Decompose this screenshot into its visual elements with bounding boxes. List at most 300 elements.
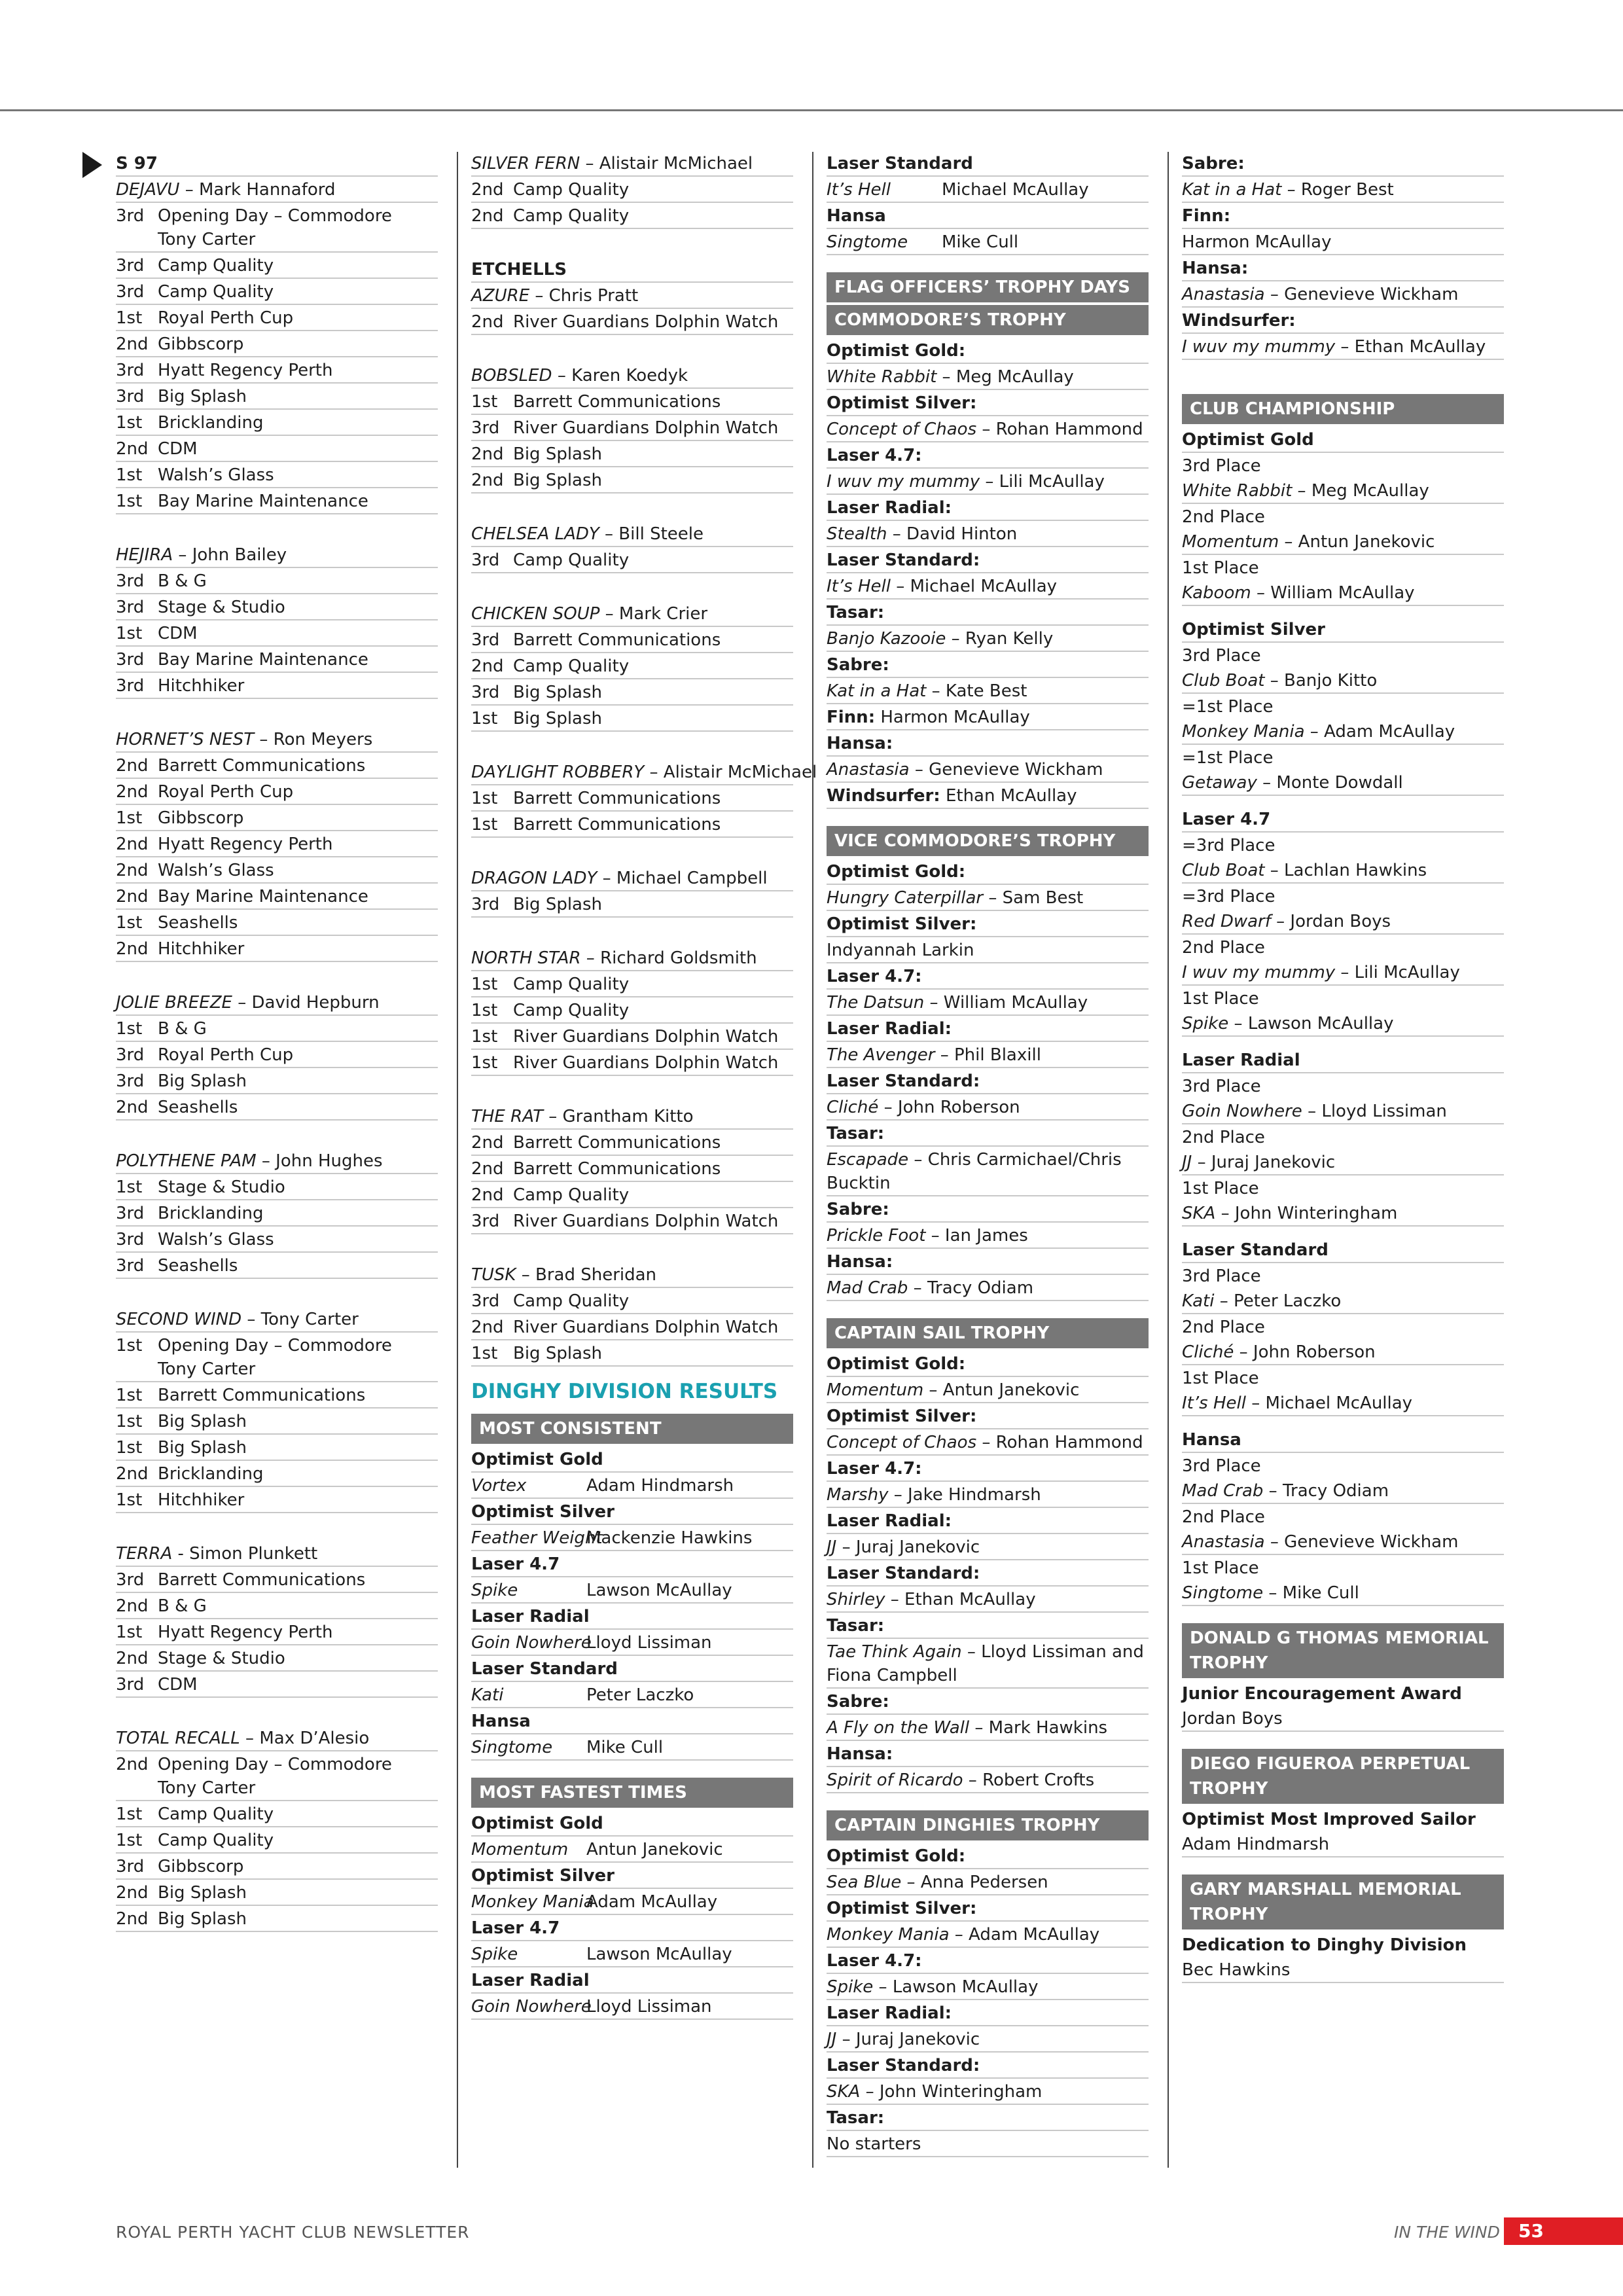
place-label: 1st Place: [1182, 1179, 1259, 1198]
text-line: [471, 997, 793, 1024]
result-event: Seashells: [158, 1098, 238, 1117]
text-line: [827, 1843, 1149, 1869]
owner-name: – Tony Carter: [241, 1310, 359, 1329]
text-line: [116, 910, 438, 936]
result-event: River Guardians Dolphin Watch: [513, 312, 779, 332]
text-line: [116, 779, 438, 805]
class-label: Hansa:: [1182, 259, 1249, 278]
result-event: Hitchhiker: [158, 1490, 245, 1510]
boat-name: Shirley: [827, 1590, 885, 1609]
result-event: CDM: [158, 439, 198, 459]
text-line: [1182, 719, 1504, 745]
class-label: Sabre:: [827, 1200, 889, 1219]
result-event: Barrett Communications: [158, 1570, 366, 1590]
text-line: [471, 1967, 793, 1994]
result-position: 1st: [116, 465, 143, 485]
result-event: Gibbscorp: [158, 808, 244, 828]
class-label: Laser Standard:: [827, 1071, 980, 1091]
text-line: [1182, 1011, 1504, 1037]
text-line: [116, 279, 438, 305]
page-marker-icon: [82, 152, 102, 178]
sailor-name: Adam McAullay: [586, 1892, 718, 1912]
text-line: [827, 937, 1149, 963]
boat-name: It’s Hell: [1182, 1393, 1246, 1413]
result-event: Big Splash: [158, 1412, 247, 1431]
boat-name: It’s Hell: [827, 577, 891, 596]
text-line: [116, 1174, 438, 1200]
place-label: 3rd Place: [1182, 646, 1261, 666]
sailor-name: – William McAullay: [924, 993, 1088, 1013]
text-line: [116, 726, 438, 753]
spacer: [1182, 1732, 1504, 1742]
text-line: [827, 1147, 1149, 1196]
text-line: [471, 891, 793, 918]
text-line: [827, 416, 1149, 442]
section-header: DONALD G THOMAS MEMORIAL TROPHY: [1182, 1623, 1504, 1678]
spacer: [471, 732, 793, 759]
spacer: [471, 573, 793, 601]
spacer: [471, 1761, 793, 1771]
class-label: Tasar:: [827, 603, 885, 622]
sailor-name: – Mark Hawkins: [969, 1718, 1108, 1738]
text-line: [827, 390, 1149, 416]
text-line: [827, 1042, 1149, 1068]
boat-name: Anastasia: [1182, 1532, 1265, 1552]
text-line: [1182, 1427, 1504, 1453]
class-label: Optimist Gold: [471, 1450, 603, 1469]
text-line: [471, 706, 793, 732]
text-line: [827, 1429, 1149, 1456]
spacer: [1182, 1416, 1504, 1427]
boat-name: Spike: [471, 1945, 518, 1964]
text-line: [1182, 1339, 1504, 1365]
result-position: 2nd: [471, 312, 504, 332]
sailor-name: – Peter Laczko: [1214, 1291, 1342, 1311]
spacer: [827, 255, 1149, 266]
text-line: [1182, 1932, 1504, 1957]
sailor-name: – Roger Best: [1281, 180, 1394, 200]
text-line: [827, 2105, 1149, 2131]
class-label: Laser Standard:: [827, 1564, 980, 1583]
sailor-name: – Michael McAullay: [890, 577, 1058, 596]
text-line: [116, 462, 438, 488]
boat-name: Kat in a Hat: [827, 681, 927, 701]
spacer: [116, 1121, 438, 1148]
result-event: Barrett Communications: [513, 789, 721, 808]
text-line: [471, 1656, 793, 1682]
boat-name: Banjo Kazooie: [827, 629, 946, 649]
class-label: Laser Standard: [827, 154, 973, 173]
class-label: Optimist Gold: [1182, 430, 1314, 450]
result-event: River Guardians Dolphin Watch: [513, 1211, 779, 1231]
owner-name: – David Hepburn: [232, 993, 380, 1013]
column-1: [116, 151, 438, 1932]
class-label: Optimist Gold:: [827, 341, 966, 361]
result-event: Bricklanding: [158, 413, 264, 433]
boat-name: Sea Blue: [827, 1873, 902, 1892]
boat-name: Cliché: [1182, 1342, 1234, 1362]
text-line: [116, 568, 438, 594]
boat-name: Monkey Mania: [471, 1892, 594, 1912]
result-event: Camp Quality: [513, 180, 630, 200]
text-line: [116, 1541, 438, 1567]
text-line: [827, 1922, 1149, 1948]
result-event: Bay Marine Maintenance: [158, 887, 368, 906]
class-label: Finn:: [827, 708, 876, 727]
spacer: [1182, 1037, 1504, 1047]
text-line: [1182, 806, 1504, 833]
sailor-name: – Lloyd Lissiman: [1302, 1102, 1447, 1121]
text-line: [1182, 1098, 1504, 1124]
text-line: [471, 812, 793, 838]
boat-name: Marshy: [827, 1485, 889, 1505]
boat-name: THE RAT: [471, 1107, 543, 1126]
text-line: [471, 1577, 793, 1604]
spacer: [827, 809, 1149, 819]
boat-name: White Rabbit: [1182, 481, 1293, 501]
sailor-name: – Ryan Kelly: [946, 629, 1054, 649]
result-event: Camp Quality: [513, 550, 630, 570]
result-position: 1st: [116, 808, 143, 828]
text-line: [827, 495, 1149, 521]
sailor-name: – Mike Cull: [1263, 1583, 1359, 1603]
spacer: [116, 699, 438, 726]
result-position: 2nd: [471, 206, 504, 226]
result-position: 3rd: [471, 1291, 500, 1311]
text-line: [827, 600, 1149, 626]
boat-name: Singtome: [827, 232, 908, 252]
result-event: Big Splash: [158, 1071, 247, 1091]
result-position: 3rd: [471, 550, 500, 570]
text-line: [827, 1403, 1149, 1429]
result-event: Big Splash: [158, 387, 247, 406]
result-event: Opening Day – Commodore Tony Carter: [158, 1755, 392, 1798]
text-line: [116, 805, 438, 831]
text-line: [1182, 1390, 1504, 1416]
text-line: [116, 831, 438, 857]
result-event: Camp Quality: [513, 1291, 630, 1311]
class-label: Optimist Silver:: [827, 1407, 977, 1426]
text-line: [1182, 1365, 1504, 1390]
boat-name: SILVER FERN: [471, 154, 580, 173]
sailor-name: – Michael McAullay: [1245, 1393, 1413, 1413]
boat-name: SECOND WIND: [116, 1310, 242, 1329]
text-line: [116, 1435, 438, 1461]
text-line: [1182, 1047, 1504, 1073]
class-label: Hansa:: [827, 1744, 893, 1764]
class-label: Tasar:: [827, 2108, 885, 2128]
result-event: Barrett Communications: [158, 1386, 366, 1405]
result-position: 1st: [116, 492, 143, 511]
text-line: [827, 1121, 1149, 1147]
text-line: [827, 652, 1149, 678]
sailor-name: – Lili McAullay: [980, 472, 1105, 492]
sailor-name: – John Roberson: [878, 1098, 1020, 1117]
result-position: 2nd: [116, 887, 149, 906]
owner-name: – Karen Koedyk: [552, 366, 688, 386]
sailor-name: – Lili McAullay: [1335, 963, 1460, 982]
text-line: [471, 1103, 793, 1130]
text-line: [116, 1645, 438, 1672]
text-line: [116, 1880, 438, 1906]
text-line: [827, 859, 1149, 885]
boat-name: Prickle Foot: [827, 1226, 926, 1246]
boat-name: JJ: [827, 2030, 837, 2049]
place-label: 1st Place: [1182, 558, 1259, 578]
fleet-title: S 97: [116, 154, 158, 173]
result-event: Hitchhiker: [158, 676, 245, 696]
text-line: [827, 678, 1149, 704]
boat-name: DRAGON LADY: [471, 869, 597, 888]
result-position: 3rd: [116, 1570, 145, 1590]
sailor-name: – John Winteringham: [860, 2082, 1043, 2102]
text-line: [471, 865, 793, 891]
boat-name: Momentum: [1182, 532, 1279, 552]
boat-name: Goin Nowhere: [471, 1633, 592, 1653]
text-line: [1182, 833, 1504, 857]
boat-name: Feather Weight: [471, 1528, 603, 1548]
boat-name: Spike: [1182, 1014, 1229, 1033]
result-event: Seashells: [158, 913, 238, 933]
result-position: 1st: [116, 1386, 143, 1405]
boat-name: Monkey Mania: [1182, 722, 1305, 742]
boat-name: Goin Nowhere: [471, 1997, 592, 2017]
text-line: [827, 1974, 1149, 2000]
sailor-name: – Sam Best: [983, 888, 1084, 908]
text-line: [471, 1473, 793, 1499]
boat-name: Red Dwarf: [1182, 912, 1271, 931]
text-line: [1182, 1478, 1504, 1504]
result-position: 3rd: [471, 1211, 500, 1231]
text-line: [471, 785, 793, 812]
page-number: 53: [1504, 2217, 1623, 2245]
result-position: 2nd: [116, 1755, 149, 1774]
text-line: [827, 1456, 1149, 1482]
sailor-name: – Lawson McAullay: [873, 1977, 1039, 1997]
text-line: [827, 2053, 1149, 2079]
text-line: [1182, 1706, 1504, 1732]
text-line: [471, 1024, 793, 1050]
result-position: 1st: [471, 392, 498, 412]
text-line: [471, 1156, 793, 1182]
column-2: [471, 151, 817, 2020]
text-line: [1182, 1580, 1504, 1606]
result-event: River Guardians Dolphin Watch: [513, 418, 779, 438]
boat-name: Club Boat: [1182, 671, 1265, 691]
header-rule: [0, 109, 1623, 111]
text-line: [471, 309, 793, 335]
text-line: [827, 2131, 1149, 2157]
result-position: 2nd: [471, 1133, 504, 1153]
boat-name: Spike: [827, 1977, 874, 1997]
text-line: [827, 783, 1149, 809]
sailor-name: – Antun Janekovic: [1279, 532, 1435, 552]
text-line: [471, 203, 793, 229]
place-label: 3rd Place: [1182, 1456, 1261, 1476]
spacer: [116, 962, 438, 990]
sailor-name: No starters: [827, 2134, 921, 2154]
text-line: [1182, 1529, 1504, 1555]
result-position: 2nd: [116, 782, 149, 802]
result-position: 2nd: [116, 1649, 149, 1668]
text-line: [1182, 281, 1504, 308]
text-line: [116, 884, 438, 910]
result-event: Camp Quality: [158, 256, 274, 276]
owner-name: – Chris Pratt: [529, 286, 639, 306]
result-event: Camp Quality: [158, 282, 274, 302]
text-line: [827, 469, 1149, 495]
place-label: 1st Place: [1182, 1558, 1259, 1578]
result-position: 1st: [116, 308, 143, 328]
owner-name: – Bill Steele: [599, 524, 704, 544]
text-line: [471, 283, 793, 309]
owner-name: – John Bailey: [173, 545, 287, 565]
text-line: [471, 759, 817, 785]
boat-name: I wuv my mummy: [827, 472, 980, 492]
boat-name: Anastasia: [1182, 285, 1265, 304]
sailor-name: Indyannah Larkin: [827, 941, 974, 960]
class-label: Optimist Silver:: [827, 914, 977, 934]
class-label: Laser 4.7:: [827, 446, 922, 465]
text-line: [1182, 1555, 1504, 1580]
text-line: [827, 177, 1149, 203]
class-label: Windsurfer:: [827, 786, 940, 806]
result-position: 3rd: [116, 282, 145, 302]
result-event: Bay Marine Maintenance: [158, 492, 368, 511]
text-line: [471, 1499, 793, 1525]
boat-name: Momentum: [471, 1840, 569, 1859]
sailor-name: – William McAullay: [1251, 583, 1415, 603]
owner-name: - Simon Plunkett: [172, 1544, 318, 1564]
class-label: Hansa:: [827, 734, 893, 753]
text-line: [827, 573, 1149, 600]
text-line: [827, 963, 1149, 990]
text-line: [1182, 1831, 1504, 1857]
text-line: [827, 1094, 1149, 1121]
text-line: [827, 1196, 1149, 1223]
boat-name: Kat in a Hat: [1182, 180, 1282, 200]
class-label: Laser 4.7: [1182, 810, 1271, 829]
result-position: 2nd: [471, 471, 504, 490]
boat-name: Singtome: [1182, 1583, 1264, 1603]
text-line: [827, 1689, 1149, 1715]
section-header: FLAG OFFICERS’ TROPHY DAYS: [827, 272, 1149, 302]
text-line: [116, 488, 438, 514]
boat-name: POLYTHENE PAM: [116, 1151, 257, 1171]
text-line: [471, 1551, 793, 1577]
text-line: [827, 1869, 1149, 1895]
boat-name: Cliché: [827, 1098, 879, 1117]
result-position: 1st: [471, 789, 498, 808]
result-event: Big Splash: [513, 471, 603, 490]
boat-name: HEJIRA: [116, 545, 173, 565]
result-event: Camp Quality: [513, 975, 630, 994]
class-label: Windsurfer:: [1182, 311, 1296, 331]
result-position: 1st: [116, 1490, 143, 1510]
result-position: 3rd: [471, 630, 500, 650]
class-label: Laser 4.7: [471, 1918, 560, 1938]
text-line: [827, 1587, 1149, 1613]
class-label: Laser 4.7:: [827, 967, 922, 986]
text-line: [827, 442, 1149, 469]
result-event: Camp Quality: [158, 1831, 274, 1850]
text-line: [1182, 308, 1504, 334]
result-event: Stage & Studio: [158, 1649, 285, 1668]
text-line: [471, 1837, 793, 1863]
sailor-name: – Monte Dowdall: [1257, 773, 1403, 793]
result-event: River Guardians Dolphin Watch: [513, 1027, 779, 1047]
text-line: [1182, 643, 1504, 668]
text-line: [1182, 960, 1504, 986]
boat-name: Vortex: [471, 1476, 527, 1496]
text-line: [827, 1948, 1149, 1974]
sailor-name: Lawson McAullay: [586, 1581, 732, 1600]
class-label: Laser Radial:: [827, 2003, 952, 2023]
result-event: Opening Day – Commodore Tony Carter: [158, 206, 392, 249]
owner-name: – Richard Goldsmith: [580, 948, 757, 968]
boat-name: Spirit of Ricardo: [827, 1770, 963, 1790]
result-position: 2nd: [116, 334, 149, 354]
text-line: [1182, 884, 1504, 908]
boat-name: DEJAVU: [116, 180, 180, 200]
result-position: 1st: [116, 1438, 143, 1458]
boat-name: Concept of Chaos: [827, 420, 977, 439]
text-line: [471, 1734, 793, 1761]
result-position: 3rd: [116, 1230, 145, 1249]
sailor-name: – Genevieve Wickham: [1264, 285, 1459, 304]
text-line: [827, 1377, 1149, 1403]
sailor-name: – Phil Blaxill: [935, 1045, 1041, 1065]
text-line: [1182, 694, 1504, 719]
boat-name: Goin Nowhere: [1182, 1102, 1302, 1121]
text-line: [116, 647, 438, 673]
boat-name: JOLIE BREEZE: [116, 993, 232, 1013]
result-position: 2nd: [116, 439, 149, 459]
section-header: GARY MARSHALL MEMORIAL TROPHY: [1182, 1874, 1504, 1929]
boat-name: Spike: [471, 1581, 518, 1600]
spacer: [116, 514, 438, 542]
result-event: Bricklanding: [158, 1204, 264, 1223]
text-line: [471, 1810, 793, 1837]
sailor-name: – Antun Janekovic: [923, 1380, 1080, 1400]
boat-name: White Rabbit: [827, 367, 937, 387]
text-line: [471, 627, 793, 653]
sailor-name: – Juraj Janekovic: [1192, 1153, 1336, 1172]
text-line: [1182, 1957, 1504, 1983]
sailor-name: – Kate Best: [926, 681, 1027, 701]
owner-name: – Michael Campbell: [597, 869, 768, 888]
result-position: 2nd: [116, 1596, 149, 1616]
result-position: 3rd: [116, 1045, 145, 1065]
text-line: [116, 1382, 438, 1408]
result-event: Barrett Communications: [513, 1159, 721, 1179]
spacer: [1182, 1227, 1504, 1237]
boat-name: Escapade: [827, 1150, 909, 1170]
boat-name: Kati: [471, 1685, 504, 1705]
award-name: Junior Encouragement Award: [1182, 1684, 1462, 1704]
result-event: B & G: [158, 1596, 207, 1616]
result-position: 1st: [116, 1412, 143, 1431]
result-position: 2nd: [471, 656, 504, 676]
text-line: [1182, 334, 1504, 360]
boat-name: BOBSLED: [471, 366, 552, 386]
place-label: 1st Place: [1182, 1369, 1259, 1388]
section-header: MOST CONSISTENT: [471, 1414, 793, 1444]
place-label: 2nd Place: [1182, 1507, 1265, 1527]
text-line: [827, 1560, 1149, 1587]
result-position: 1st: [116, 1019, 143, 1039]
class-label: Optimist Silver:: [827, 1899, 977, 1918]
